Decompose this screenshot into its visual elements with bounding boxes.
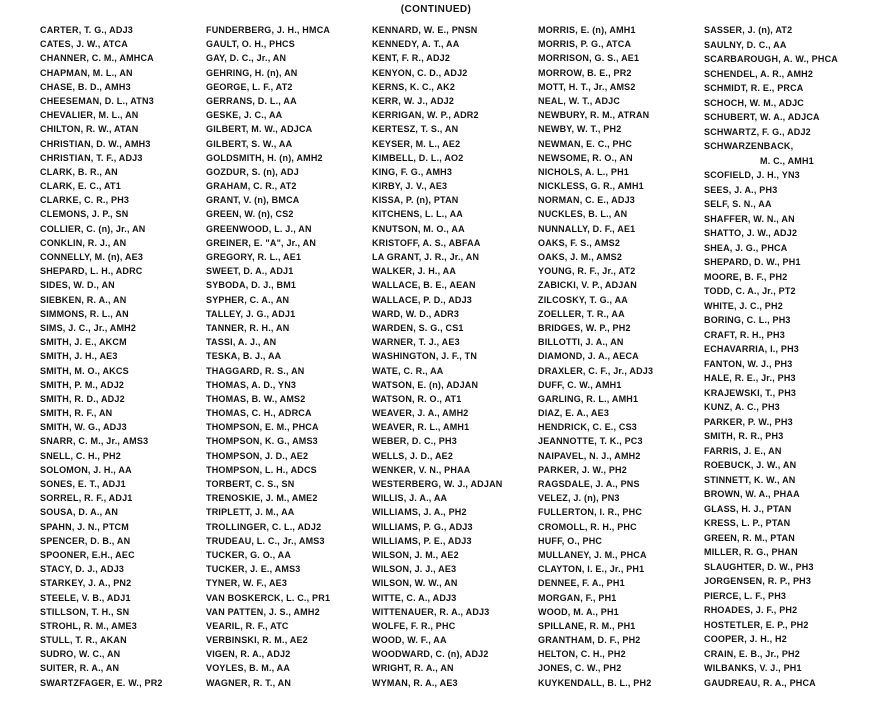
roster-entry: DRAXLER, C. F., Jr., ADJ3 bbox=[538, 365, 654, 376]
roster-entry: GLASS, H. J., PTAN bbox=[704, 503, 792, 514]
roster-entry: MORROW, B. E., PR2 bbox=[538, 67, 632, 78]
roster-entry: CLEMONS, J. P., SN bbox=[40, 209, 129, 220]
roster-entry: SCHWARTZ, F. G., ADJ2 bbox=[704, 126, 811, 137]
roster-entry: GREGORY, R. L., AE1 bbox=[206, 252, 302, 262]
roster-entry: DENNEE, F. A., PH1 bbox=[538, 578, 625, 589]
roster-entry: WILSON, J. J., AE3 bbox=[372, 564, 457, 575]
roster-entry: CHILTON, R. W., ATAN bbox=[40, 124, 139, 135]
roster-entry: WITTE, C. A., ADJ3 bbox=[372, 592, 457, 603]
roster-entry: GERRANS, D. L., AA bbox=[206, 95, 297, 106]
roster-entry: WALLACE, B. E., AEAN bbox=[372, 280, 476, 291]
roster-entry: PIERCE, L. F., PH3 bbox=[704, 590, 787, 601]
roster-entry: COOPER, J. H., H2 bbox=[704, 634, 787, 644]
roster-entry: CROMOLL, R. H., PHC bbox=[538, 521, 637, 532]
roster-entry: CHEVALIER, M. L., AN bbox=[40, 110, 139, 121]
roster-entry: NEWSOME, R. O., AN bbox=[538, 152, 633, 163]
roster-entry: STACY, D. J., ADJ3 bbox=[40, 564, 125, 575]
roster-entry: HALE, R. E., Jr., PH3 bbox=[704, 373, 796, 383]
roster-entry: GREENWOOD, L. J., AN bbox=[206, 223, 312, 234]
roster-entry: SYPHER, C. A., AN bbox=[206, 294, 290, 305]
roster-entry: SCOFIELD, J. H., YN3 bbox=[704, 170, 800, 180]
roster-entry: SIMMONS, R. L., AN bbox=[40, 308, 129, 319]
roster-entry: SHAFFER, W. N., AN bbox=[704, 213, 795, 224]
roster-entry: TESKA, B. J., AA bbox=[206, 351, 282, 362]
roster-entry: WEAVER, R. L., AMH1 bbox=[372, 422, 470, 433]
roster-entry: WATE, C. R., AA bbox=[372, 365, 444, 376]
roster-entry: NICKLESS, G. R., AMH1 bbox=[538, 181, 644, 192]
roster-entry: GILBERT, M. W., ADJCA bbox=[206, 124, 313, 135]
roster-entry: TROLLINGER, C. L., ADJ2 bbox=[206, 521, 322, 532]
roster-entry: TANNER, R. H., AN bbox=[206, 322, 290, 333]
roster-entry: WEAVER, J. A., AMH2 bbox=[372, 408, 469, 419]
roster-entry: NUCKLES, B. L., AN bbox=[538, 209, 628, 220]
roster-entry: BILLOTTI, J. A., AN bbox=[538, 337, 624, 348]
roster-entry: KERR, W. J., ADJ2 bbox=[372, 95, 455, 106]
roster-entry: WARNER, T. J., AE3 bbox=[372, 337, 460, 348]
roster-entry: KERNS, K. C., AK2 bbox=[372, 81, 456, 92]
roster-entry: BRIDGES, W. P., PH2 bbox=[538, 322, 631, 333]
roster-entry: SLAUGHTER, D. W., PH3 bbox=[704, 561, 814, 572]
roster-entry: NEWBURY, R. M., ATRAN bbox=[538, 110, 650, 121]
roster-entry: VOYLES, B. M., AA bbox=[206, 663, 291, 674]
roster-entry: WOODWARD, C. (n), ADJ2 bbox=[372, 649, 489, 660]
roster-entry: VAN BOSKERCK, L. C., PR1 bbox=[206, 592, 331, 603]
roster-entry: CARTER, T. G., ADJ3 bbox=[40, 25, 133, 35]
roster-entry: WITTENAUER, R. A., ADJ3 bbox=[372, 606, 490, 617]
roster-entry: SMITH, J. H., AE3 bbox=[40, 351, 118, 362]
roster-entry: DIAZ, E. A., AE3 bbox=[538, 408, 610, 419]
roster-entry: GILBERT, S. W., AA bbox=[206, 138, 293, 149]
roster-entry: GESKE, J. C., AA bbox=[206, 110, 283, 121]
roster-entry: GREEN, R. M., PTAN bbox=[704, 532, 795, 543]
roster-entry: SEES, J. A., PH3 bbox=[704, 184, 778, 195]
roster-entry: GRAHAM, C. R., AT2 bbox=[206, 181, 297, 192]
roster-entry: WOOD, W. F., AA bbox=[372, 635, 447, 646]
roster-entry: TRENOSKIE, J. M., AME2 bbox=[206, 493, 318, 504]
roster-entry: KISSA, P. (n), PTAN bbox=[372, 195, 459, 206]
roster-entry: GREEN, W. (n), CS2 bbox=[206, 209, 294, 220]
roster-entry: M. C., AMH1 bbox=[760, 155, 814, 166]
roster-entry: STEELE, V. B., ADJ1 bbox=[40, 592, 131, 603]
roster-entry: KERTESZ, T. S., AN bbox=[372, 124, 459, 135]
roster-entry: CRAIN, E. B., Jr., PH2 bbox=[704, 648, 800, 659]
roster-entry: THOMPSON, K. G., AMS3 bbox=[206, 436, 318, 447]
roster-entry: THOMAS, C. H., ADRCA bbox=[206, 408, 312, 419]
roster-entry: YOUNG, R. F., Jr., AT2 bbox=[538, 266, 636, 277]
roster-entry: WARDEN, S. G., CS1 bbox=[372, 322, 464, 333]
roster-entry: CRAFT, R. H., PH3 bbox=[704, 329, 785, 340]
roster-entry: ZOELLER, T. R., AA bbox=[538, 308, 625, 319]
roster-entry: WALKER, J. H., AA bbox=[372, 266, 457, 277]
roster-entry: KERRIGAN, W. P., ADR2 bbox=[372, 110, 479, 121]
roster-entry: KING, F. G., AMH3 bbox=[372, 166, 453, 177]
roster-entry: CLARK, B. R., AN bbox=[40, 166, 118, 177]
roster-entry: HENDRICK, C. E., CS3 bbox=[538, 422, 638, 433]
roster-entry: FUNDERBERG, J. H., HMCA bbox=[206, 25, 331, 35]
roster-entry: GOZDUR, S. (n), ADJ bbox=[206, 166, 299, 177]
roster-entry: GAUDREAU, R. A., PHCA bbox=[704, 677, 816, 688]
roster-entry: THAGGARD, R. S., AN bbox=[206, 365, 305, 376]
roster-entry: TUCKER, J. E., AMS3 bbox=[206, 564, 301, 575]
roster-entry: SPILLANE, R. M., PH1 bbox=[538, 620, 636, 631]
roster-entry: KENT, F. R., ADJ2 bbox=[372, 53, 451, 64]
roster-entry: SMITH, R. D., ADJ2 bbox=[40, 393, 125, 404]
roster-entry: SNARR, C. M., Jr., AMS3 bbox=[40, 436, 149, 447]
roster-entry: NEWBY, W. T., PH2 bbox=[538, 124, 622, 135]
roster-entry: ECHAVARRIA, I., PH3 bbox=[704, 344, 799, 354]
roster-entry: NEWMAN, E. C., PHC bbox=[538, 138, 633, 149]
roster-entry: SCHWARZENBACK, bbox=[704, 141, 794, 151]
roster-entry: KRESS, L. P., PTAN bbox=[704, 518, 791, 528]
roster-entry: GAULT, O. H., PHCS bbox=[206, 39, 295, 50]
roster-entry: STROHL, R. M., AME3 bbox=[40, 620, 137, 631]
roster-column-3 bbox=[372, 24, 538, 689]
roster-entry: TORBERT, C. S., SN bbox=[206, 479, 295, 489]
roster-entry: SOUSA, D. A., AN bbox=[40, 507, 119, 518]
roster-entry: GEORGE, L. F., AT2 bbox=[206, 81, 293, 92]
roster-entry: FARRIS, J. E., AN bbox=[704, 445, 782, 456]
roster-entry: WATSON, E. (n), ADJAN bbox=[372, 379, 479, 390]
roster-entry: MORRIS, P. G., ATCA bbox=[538, 39, 632, 50]
roster-entry: SUITER, R. A., AN bbox=[40, 663, 120, 674]
roster-entry: PARKER, P. W., PH3 bbox=[704, 416, 793, 427]
roster-entry: TRIPLETT, J. M., AA bbox=[206, 507, 295, 518]
roster-entry: CATES, J. W., ATCA bbox=[40, 39, 128, 50]
roster-entry: TALLEY, J. G., ADJ1 bbox=[206, 308, 296, 319]
roster-entry: JONES, C. W., PH2 bbox=[538, 663, 622, 674]
roster-entry: THOMPSON, J. D., AE2 bbox=[206, 450, 309, 461]
roster-entry: NEAL, W. T., ADJC bbox=[538, 95, 621, 106]
roster-entry: SWARTZFAGER, E. W., PR2 bbox=[40, 677, 163, 688]
roster-entry: ZILCOSKY, T. G., AA bbox=[538, 294, 628, 305]
roster-entry: FULLERTON, I. R., PHC bbox=[538, 507, 643, 518]
roster-entry: SHEPARD, D. W., PH1 bbox=[704, 257, 801, 267]
roster-entry: WILLIS, J. A., AA bbox=[372, 493, 448, 504]
roster-entry: WHITE, J. C., PH2 bbox=[704, 300, 783, 311]
roster-entry: BORING, C. L., PH3 bbox=[704, 315, 791, 325]
roster-entry: WRIGHT, R. A., AN bbox=[372, 663, 454, 674]
roster-entry: GARLING, R. L., AMH1 bbox=[538, 393, 639, 404]
roster-entry: CHAPMAN, M. L., AN bbox=[40, 67, 133, 78]
roster-entry: SIEBKEN, R. A., AN bbox=[40, 294, 127, 305]
roster-entry: MOTT, H. T., Jr., AMS2 bbox=[538, 81, 636, 92]
roster-entry: OAKS, F. S., AMS2 bbox=[538, 237, 621, 248]
roster-entry: KIRBY, J. V., AE3 bbox=[372, 181, 448, 192]
roster-entry: WATSON, R. O., AT1 bbox=[372, 393, 462, 404]
roster-entry: KENNEDY, A. T., AA bbox=[372, 39, 460, 50]
roster-entry: WOLFE, F. R., PHC bbox=[372, 620, 456, 631]
roster-entry: HELTON, C. H., PH2 bbox=[538, 649, 626, 660]
roster-entry: SONES, E. T., ADJ1 bbox=[40, 479, 126, 489]
roster-entry: WILLIAMS, P. G., ADJ3 bbox=[372, 521, 473, 532]
roster-entry: NAIPAVEL, N. J., AMH2 bbox=[538, 450, 641, 461]
roster-entry: VIGEN, R. A., ADJ2 bbox=[206, 649, 291, 660]
roster-entry: WARD, W. D., ADR3 bbox=[372, 308, 460, 319]
roster-entry: VERBINSKI, R. M., AE2 bbox=[206, 635, 308, 646]
roster-entry: STINNETT, K. W., AN bbox=[704, 474, 796, 485]
roster-entry: THOMPSON, L. H., ADCS bbox=[206, 464, 317, 475]
roster-entry: WASHINGTON, J. F., TN bbox=[372, 351, 478, 362]
roster-entry: STULL, T. R., AKAN bbox=[40, 635, 127, 646]
roster-entry: GRANT, V. (n), BMCA bbox=[206, 195, 300, 206]
roster-entry: SIDES, W. D., AN bbox=[40, 280, 115, 291]
roster-entry: SASSER, J. (n), AT2 bbox=[704, 25, 793, 35]
roster-entry: BROWN, W. A., PHAA bbox=[704, 489, 800, 499]
roster-entry: WOOD, M. A., PH1 bbox=[538, 606, 619, 617]
roster-column-5 bbox=[704, 24, 870, 689]
roster-entry: SPAHN, J. N., PTCM bbox=[40, 521, 129, 532]
roster-entry: SORREL, R. F., ADJ1 bbox=[40, 493, 133, 504]
roster-entry: HOSTETLER, E. P., PH2 bbox=[704, 619, 809, 630]
roster-entry: SPOONER, E.H., AEC bbox=[40, 549, 135, 560]
roster-entry: WESTERBERG, W. J., ADJAN bbox=[372, 479, 503, 489]
roster-entry: WILSON, W. W., AN bbox=[372, 578, 458, 589]
roster-entry: CHEESEMAN, D. L., ATN3 bbox=[40, 95, 154, 106]
roster-entry: SCHENDEL, A. R., AMH2 bbox=[704, 68, 814, 79]
roster-entry: WILLIAMS, J. A., PH2 bbox=[372, 507, 467, 518]
roster-entry: JORGENSEN, R. P., PH3 bbox=[704, 576, 812, 586]
roster-entry: KITCHENS, L. L., AA bbox=[372, 209, 463, 220]
roster-entry: CLARK, E. C., AT1 bbox=[40, 181, 121, 192]
roster-entry: CHRISTIAN, T. F., ADJ3 bbox=[40, 152, 143, 163]
roster-entry: KUYKENDALL, B. L., PH2 bbox=[538, 677, 652, 688]
roster-entry: ROEBUCK, J. W., AN bbox=[704, 460, 797, 470]
roster-entry: CHASE, B. D., AMH3 bbox=[40, 81, 131, 92]
roster-entry: WAGNER, R. T., AN bbox=[206, 677, 292, 688]
roster-entry: RAGSDALE, J. A., PNS bbox=[538, 479, 640, 489]
roster-entry: WENKER, V. N., PHAA bbox=[372, 464, 471, 475]
roster-entry: THOMAS, A. D., YN3 bbox=[206, 379, 297, 390]
roster-entry: MORGAN, F., PH1 bbox=[538, 592, 617, 603]
roster-entry: GREINER, E. "A", Jr., AN bbox=[206, 237, 317, 248]
roster-entry: WILSON, J. M., AE2 bbox=[372, 549, 459, 560]
roster-entry: DIAMOND, J. A., AECA bbox=[538, 351, 639, 362]
roster-entry: WELLS, J. D., AE2 bbox=[372, 450, 454, 461]
name-roster bbox=[40, 24, 870, 689]
roster-entry: FANTON, W. J., PH3 bbox=[704, 358, 793, 369]
roster-entry: CHRISTIAN, D. W., AMH3 bbox=[40, 138, 151, 149]
roster-entry: TODD, C. A., Jr., PT2 bbox=[704, 286, 796, 296]
roster-entry: MOORE, B. F., PH2 bbox=[704, 271, 788, 282]
roster-entry: TUCKER, G. O., AA bbox=[206, 549, 292, 560]
roster-entry: WEBER, D. C., PH3 bbox=[372, 436, 457, 447]
roster-entry: NUNNALLY, D. F., AE1 bbox=[538, 223, 636, 234]
roster-entry: STILLSON, T. H., SN bbox=[40, 606, 130, 617]
roster-entry: GEHRING, H. (n), AN bbox=[206, 67, 298, 78]
roster-entry: SCHMIDT, R. E., PRCA bbox=[704, 83, 804, 93]
roster-entry: SMITH, W. G., ADJ3 bbox=[40, 422, 127, 433]
roster-entry: WILLIAMS, P. E., ADJ3 bbox=[372, 535, 472, 546]
roster-entry: RHOADES, J. F., PH2 bbox=[704, 605, 798, 615]
roster-entry: STARKEY, J. A., PN2 bbox=[40, 578, 132, 589]
roster-entry: KNUTSON, M. O., AA bbox=[372, 223, 465, 234]
roster-entry: SHEA, J. G., PHCA bbox=[704, 242, 788, 253]
roster-entry: SMITH, P. M., ADJ2 bbox=[40, 379, 125, 390]
roster-entry: MULLANEY, J. M., PHCA bbox=[538, 549, 647, 560]
roster-entry: VEARIL, R. F., ATC bbox=[206, 620, 289, 631]
roster-entry: SNELL, C. H., PH2 bbox=[40, 450, 121, 461]
roster-entry: SMITH, R. F., AN bbox=[40, 408, 113, 419]
roster-entry: COLLIER, C. (n), Jr., AN bbox=[40, 223, 146, 234]
roster-entry: SHATTO, J. W., ADJ2 bbox=[704, 228, 798, 238]
roster-entry: GAY, D. C., Jr., AN bbox=[206, 53, 287, 64]
roster-entry: SHEPARD, L. H., ADRC bbox=[40, 266, 143, 277]
roster-entry: MORRISON, G. S., AE1 bbox=[538, 53, 640, 64]
roster-entry: LA GRANT, J. R., Jr., AN bbox=[372, 252, 480, 262]
roster-entry: SMITH, M. O., AKCS bbox=[40, 365, 129, 376]
roster-column-1 bbox=[40, 24, 206, 689]
roster-entry: NICHOLS, A. L., PH1 bbox=[538, 166, 629, 177]
roster-entry: NORMAN, C. E., ADJ3 bbox=[538, 195, 635, 206]
roster-entry: KIMBELL, D. L., AO2 bbox=[372, 152, 464, 163]
roster-entry: WALLACE, P. D., ADJ3 bbox=[372, 294, 473, 305]
roster-entry: WILBANKS, V. J., PH1 bbox=[704, 663, 802, 673]
roster-entry: KRISTOFF, A. S., ABFAA bbox=[372, 237, 481, 248]
roster-entry: DUFF, C. W., AMH1 bbox=[538, 379, 622, 390]
roster-entry: PARKER, J. W., PH2 bbox=[538, 464, 627, 475]
roster-entry: CONNELLY, M. (n), AE3 bbox=[40, 252, 144, 262]
roster-entry: SWEET, D. A., ADJ1 bbox=[206, 266, 294, 277]
roster-column-4 bbox=[538, 24, 704, 689]
page-header: (CONTINUED) bbox=[400, 4, 472, 15]
roster-entry: KENNARD, W. E., PNSN bbox=[372, 25, 478, 35]
roster-entry: KRAJEWSKI, T., PH3 bbox=[704, 387, 797, 398]
roster-entry: SIMS, J. C., Jr., AMH2 bbox=[40, 322, 137, 333]
roster-entry: CLAYTON, I. E., Jr., PH1 bbox=[538, 564, 645, 575]
roster-entry: ZABICKI, V. P., ADJAN bbox=[538, 280, 637, 291]
roster-entry: GRANTHAM, D. F., PH2 bbox=[538, 635, 641, 646]
roster-entry: SCARBAROUGH, A. W., PHCA bbox=[704, 54, 838, 64]
roster-entry: KUNZ, A. C., PH3 bbox=[704, 402, 780, 412]
roster-entry: THOMAS, B. W., AMS2 bbox=[206, 393, 306, 404]
roster-entry: TASSI, A. J., AN bbox=[206, 337, 277, 348]
roster-entry: SMITH, J. E., AKCM bbox=[40, 337, 127, 348]
roster-entry: MORRIS, E. (n), AMH1 bbox=[538, 25, 636, 35]
roster-entry: KEYSER, M. L., AE2 bbox=[372, 138, 461, 149]
roster-entry: SMITH, R. R., PH3 bbox=[704, 431, 784, 441]
roster-entry: CONKLIN, R. J., AN bbox=[40, 237, 127, 248]
roster-entry: THOMPSON, E. M., PHCA bbox=[206, 422, 319, 433]
roster-entry: SCHOCH, W. M., ADJC bbox=[704, 97, 804, 108]
roster-entry: MILLER, R. G., PHAN bbox=[704, 547, 798, 557]
roster-entry: CHANNER, C. M., AMHCA bbox=[40, 53, 154, 64]
roster-entry: CLARKE, C. R., PH3 bbox=[40, 195, 130, 206]
roster-entry: KENYON, C. D., ADJ2 bbox=[372, 67, 468, 78]
roster-entry: HUFF, O., PHC bbox=[538, 535, 603, 546]
roster-entry: JEANNOTTE, T. K., PC3 bbox=[538, 436, 643, 447]
roster-entry: SCHUBERT, W. A., ADJCA bbox=[704, 112, 820, 122]
roster-entry: SPENCER, D. B., AN bbox=[40, 535, 131, 546]
roster-entry: OAKS, J. M., AMS2 bbox=[538, 252, 623, 262]
roster-entry: SELF, S. N., AA bbox=[704, 199, 772, 209]
roster-entry: SYBODA, D. J., BM1 bbox=[206, 280, 297, 291]
roster-column-2 bbox=[206, 24, 372, 689]
roster-entry: SUDRO, W. C., AN bbox=[40, 649, 121, 660]
roster-entry: TYNER, W. F., AE3 bbox=[206, 578, 288, 589]
roster-entry: SAULNY, D. C., AA bbox=[704, 39, 787, 50]
roster-entry: GOLDSMITH, H. (n), AMH2 bbox=[206, 152, 323, 163]
roster-entry: VAN PATTEN, J. S., AMH2 bbox=[206, 606, 320, 617]
roster-entry: VELEZ, J. (n), PN3 bbox=[538, 493, 620, 504]
roster-entry: TRUDEAU, L. C., Jr., AMS3 bbox=[206, 535, 325, 546]
roster-entry: WYMAN, R. A., AE3 bbox=[372, 677, 458, 688]
roster-entry: SOLOMON, J. H., AA bbox=[40, 464, 132, 475]
